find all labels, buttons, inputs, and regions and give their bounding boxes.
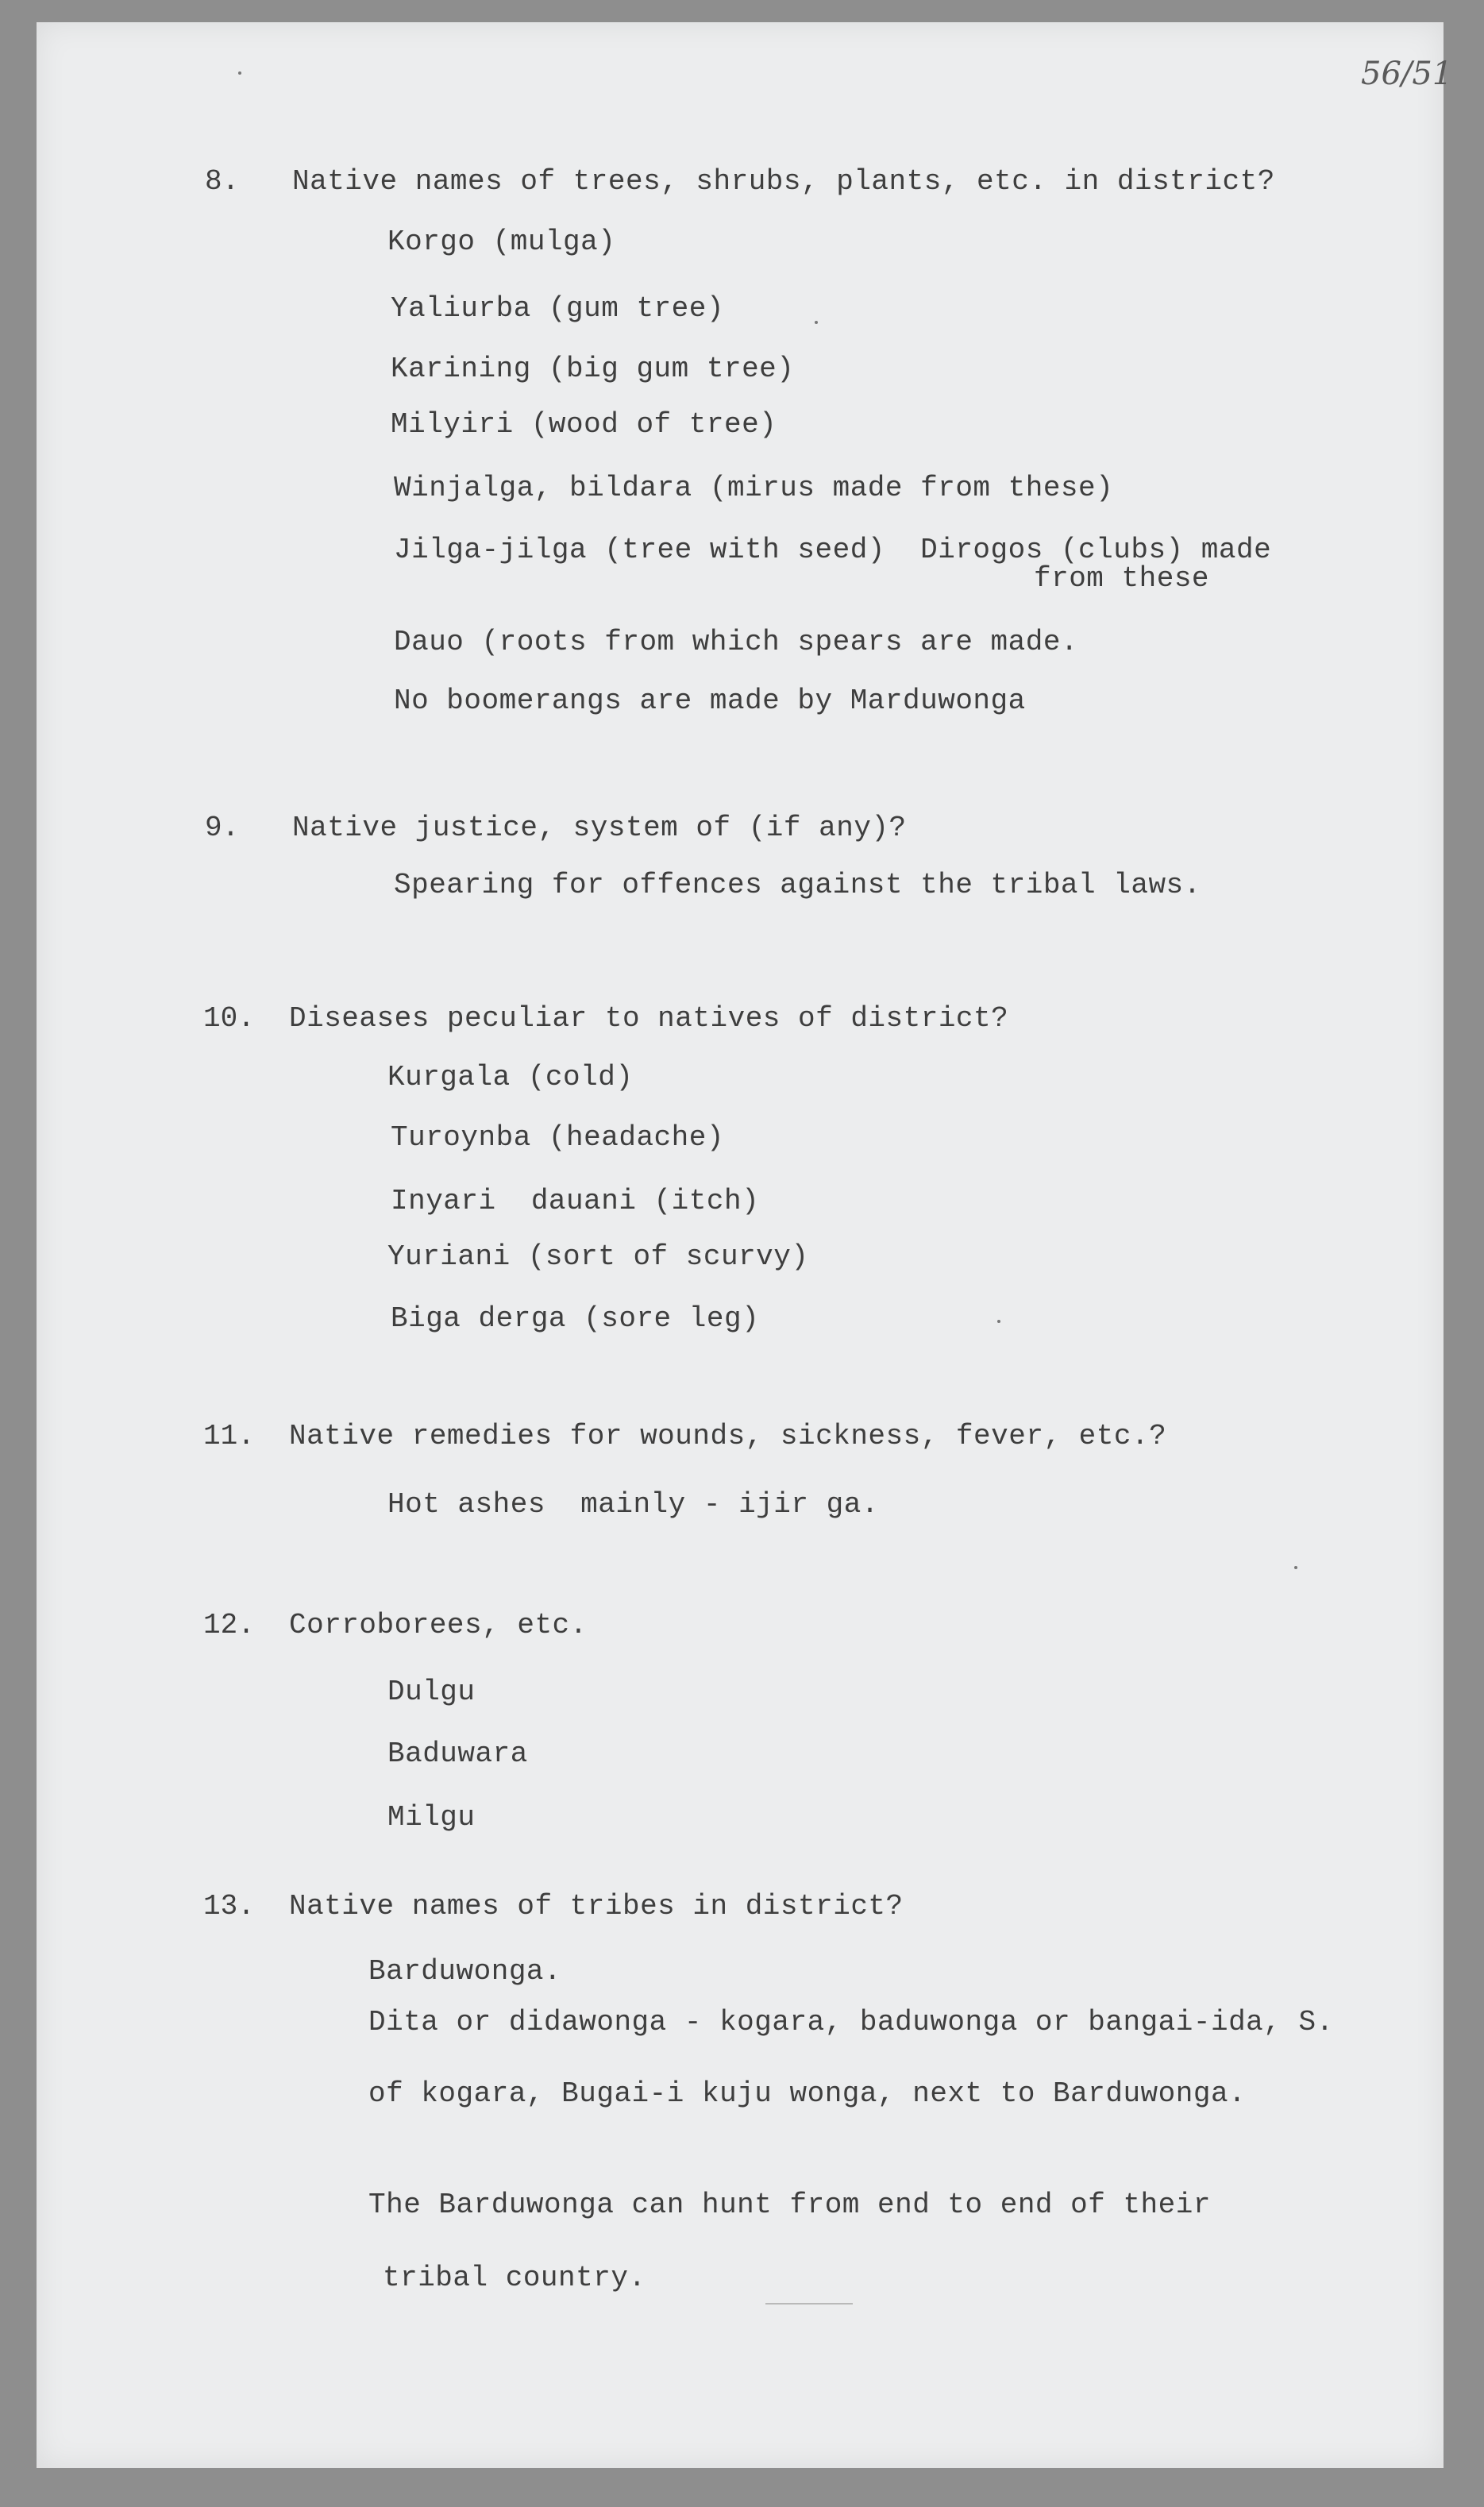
answer-13-3: of kogara, Bugai-i kuju wonga, next to Barduwonga. [368, 2077, 1247, 2110]
answer-13-5: tribal country. [383, 2262, 646, 2294]
answer-9-1: Spearing for offences against the tribal laws. [394, 869, 1201, 901]
question-13-number: 13. [203, 1890, 255, 1923]
answer-8-5: Winjalga, bildara (mirus made from these) [394, 472, 1114, 504]
answer-8-3: Karining (big gum tree) [391, 353, 795, 385]
answer-10-5: Biga derga (sore leg) [391, 1302, 760, 1335]
answer-12-3: Milgu [387, 1801, 476, 1834]
answer-10-3: Inyari dauani (itch) [391, 1185, 760, 1217]
paper-speck [238, 71, 241, 75]
question-10-text: Diseases peculiar to natives of district? [289, 1002, 1009, 1035]
paper-speck [997, 1320, 1000, 1323]
answer-8-6: Jilga-jilga (tree with seed) Dirogos (clubs) made [394, 534, 1272, 566]
answer-8-2: Yaliurba (gum tree) [391, 292, 724, 325]
pen-mark [765, 2303, 853, 2305]
question-13-text: Native names of tribes in district? [289, 1890, 904, 1923]
question-12-text: Corroborees, etc. [289, 1609, 588, 1641]
question-8-text: Native names of trees, shrubs, plants, etc. in district? [292, 165, 1275, 198]
question-10-number: 10. [203, 1002, 255, 1035]
answer-11-1: Hot ashes mainly - ijir ga. [387, 1488, 879, 1521]
answer-13-4: The Barduwonga can hunt from end to end of their [368, 2189, 1211, 2221]
paper-speck [815, 321, 818, 324]
question-9-number: 9. [205, 812, 240, 844]
answer-10-1: Kurgala (cold) [387, 1061, 634, 1093]
answer-13-1: Barduwonga. [368, 1955, 562, 1988]
page-number: 56/51 [1361, 56, 1453, 92]
paper-speck [1294, 1566, 1297, 1569]
question-12-number: 12. [203, 1609, 255, 1641]
answer-8-1: Korgo (mulga) [387, 226, 616, 258]
question-11-text: Native remedies for wounds, sickness, fever, etc.? [289, 1420, 1167, 1452]
document-page [37, 22, 1453, 2468]
answer-8-6-cont: from these [1034, 562, 1210, 595]
question-9-text: Native justice, system of (if any)? [292, 812, 907, 844]
answer-8-7: Dauo (roots from which spears are made. [394, 626, 1079, 658]
answer-12-2: Baduwara [387, 1738, 528, 1770]
question-11-number: 11. [203, 1420, 255, 1452]
question-8-number: 8. [205, 165, 240, 198]
answer-13-2: Dita or didawonga - kogara, baduwonga or bangai-ida, S. [368, 2006, 1334, 2038]
answer-10-4: Yuriani (sort of scurvy) [387, 1240, 809, 1273]
answer-8-8: No boomerangs are made by Marduwonga [394, 685, 1026, 717]
answer-10-2: Turoynba (headache) [391, 1121, 724, 1154]
answer-12-1: Dulgu [387, 1676, 476, 1708]
answer-8-4: Milyiri (wood of tree) [391, 408, 777, 441]
